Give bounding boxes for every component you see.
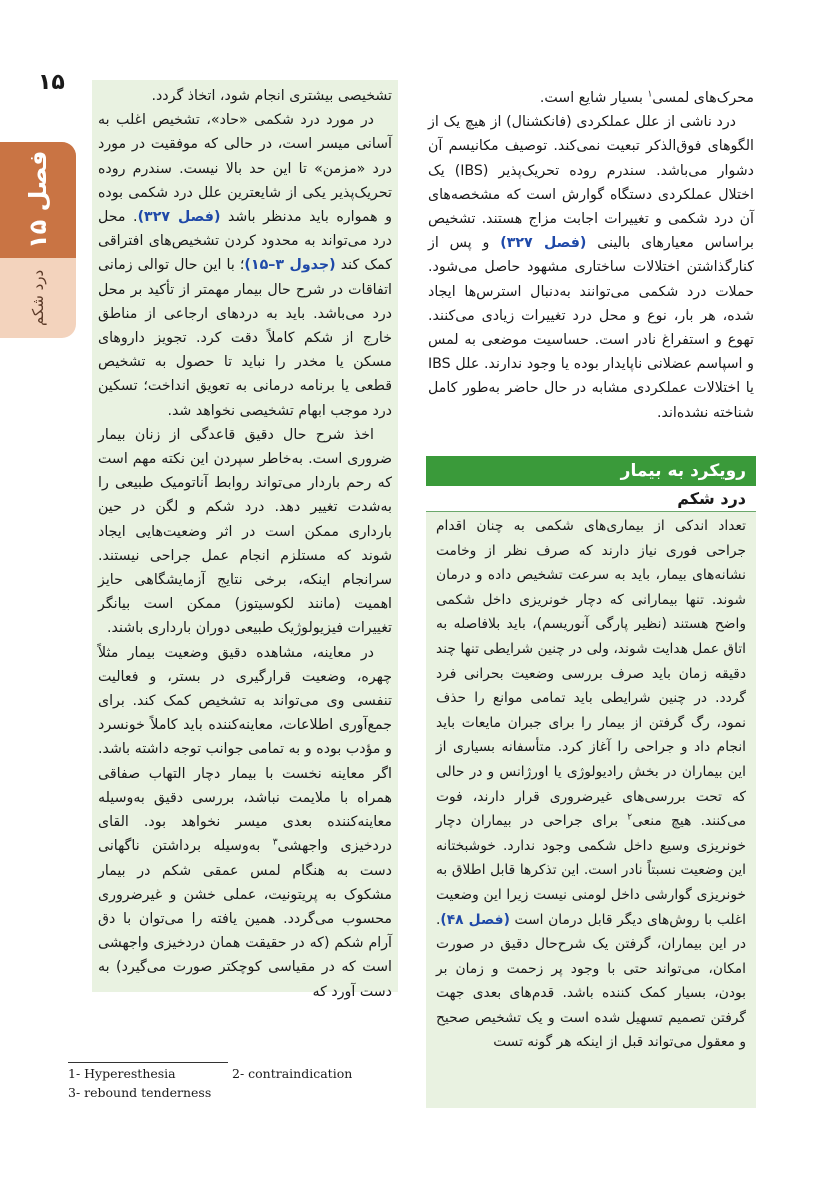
table-reference-link[interactable]: (جدول ۳–۱۵) <box>244 257 336 274</box>
footnote-marker: ۲ <box>627 812 633 823</box>
chapter-title: فصل ۱۵ <box>24 150 52 250</box>
paragraph <box>98 423 392 641</box>
footnote-marker: ۱ <box>647 89 653 100</box>
footnote-divider <box>68 1062 228 1063</box>
text-run: برای جراحی در بیماران دچار خونریزی وسیع داخل شکمی وجود ندارد. خوشبختانه این وضعیت نسبتاً نادر است. این تذکرها قابل اطلاق به خونریزی گوارشی داخل لومنی نیست زیرا این وضعیت اغلب با روش‌های دیگر قابل درمان است <box>436 813 746 928</box>
approach-box-subheader: درد شکم <box>426 486 756 512</box>
text-run: درد ناشی از علل عملکردی (فانکشنال) از هیچ یک از الگوهای فوق‌الذکر تبعیت نمی‌کند. توصیف مکانیسم آن دشوار می‌باشد. سندرم روده تحریک‌پذیر (IBS) یک اختلال عملکردی دستگاه گوارش است که مشخصه‌های آن درد شکمی و تغییرات اجابت مزاج هستند. تشخیص براساس معیارهای بالینی <box>428 114 754 252</box>
left-column <box>98 84 392 1004</box>
paragraph <box>436 514 746 1055</box>
paragraph <box>98 108 392 423</box>
text-run: بسیار شایع است. <box>539 90 648 106</box>
paragraph <box>428 86 754 110</box>
text-run: در مورد درد شکمی «حاد»، تشخیص اغلب به آسانی میسر است، در حالی که موفقیت در مورد درد «مزمن» تا این حد بالا نیست. سندرم روده تحریک‌پذیر یکی از شایعترین علل درد شکمی بوده و همواره باید مدنظر باشد <box>98 112 393 226</box>
approach-box-body <box>436 514 746 1055</box>
page-number: ۱۵ <box>38 70 65 95</box>
text-run: به‌وسیله برداشتن ناگهانی دست به هنگام لمس عمقی شکم در بیمار مشکوک به پریتونیت، عملی خشن و غیرضروری محسوب می‌گردد. همین یافته را می‌توان با دق آرام شکم (که در حقیقت همان دردخیزی واجهشی است که در مقیاسی کوچکتر صورت می‌گیرد) به دست آورد که <box>98 838 392 1000</box>
footnote-marker: ۳ <box>272 837 278 848</box>
right-column <box>428 86 754 425</box>
text-run: ؛ با این حال توالی زمانی اتفاقات در شرح حال بیمار مهمتر از تأکید بر محل درد می‌باشد. باید به دردهای ارجاعی از مناطق خارج از شکم کاملاً دقت کرد. تجویز داروهای مسکن یا مخدر را نباید تا حصول به تشخیص قطعی یا برنامه درمانی به تعویق انداخت؛ تسکین درد موجب ابهام تشخیصی نخواهد شد. <box>98 257 392 419</box>
text-run: و پس از کنارگذاشتن اختلالات ساختاری مشهود حاصل می‌شود. حملات درد شکمی می‌توانند به‌دنبال استرس‌ها ایجاد شده، هر بار، نوع و محل درد تغییرات زیادی می‌کنند. تهوع و استفراغ نادر است. حساسیت موضعی به لمس و اسپاسم عضلانی ناپایدار بوده یا وجود ندارند. علل IBS یا اختلالات عملکردی مشابه در حال حاضر به‌طور کامل شناخته نشده‌اند. <box>428 235 754 421</box>
text-run: . محل درد می‌تواند به محدود کردن تشخیص‌های افتراقی کمک کند <box>98 209 392 274</box>
approach-box-header: رویکرد به بیمار <box>426 456 756 486</box>
footnote-1: 1- Hyperesthesia <box>68 1066 176 1081</box>
text-run: تعداد اندکی از بیماری‌های شکمی به چنان اقدام جراحی فوری نیاز دارند که صرف نظر از وخامت نشانه‌های بیمار، باید به سرعت تشخیص داده و درمان شوند. تنها بیمارانی که دچار خونریزی داخل شکمی واضح هستند (نظیر پارگی آنوریسم)، باید بلافاصله به اتاق عمل هدایت شوند، ولی در چنین شرایطی تنها چند دقیقه زمان باید صرف بررسی وضعیت بحرانی فرد گردد. در چنین شرایطی باید تمامی موانع را حذف نمود، رگ گرفتن از بیمار را برای جبران مایعات باید انجام داد و جراحی را آغاز کرد. متأسفانه بسیاری از این بیماران در بخش رادیولوژی یا اورژانس و در حالی که تحت بررسی‌های غیرضروری قرار دارند، فوت می‌کنند. هیچ منعی <box>436 518 746 830</box>
chapter-reference-link[interactable]: (فصل ۳۲۷) <box>137 209 221 226</box>
text-run: محرک‌های لمسی <box>652 90 754 106</box>
text-run: . در این بیماران، گرفتن یک شرح‌حال دقیق در صورت امکان، می‌تواند حتی با وجود پر زحمت و زمان بر بودن، بسیار کمک کننده باشد. قدم‌های بعدی جهت گرفتن تصمیم تسهیل شده است و یک تشخیص صحیح و معقول می‌تواند قبل از اینکه هر گونه تست <box>436 911 746 1051</box>
footnote-3: 3- rebound tenderness <box>68 1085 212 1100</box>
paragraph <box>98 641 392 1004</box>
text-run: در معاینه، مشاهده دقیق وضعیت بیمار مثلاً چهره، وضعیت قرارگیری در بستر، و فعالیت تنفسی وی می‌تواند به تشخیص کمک کند. برای جمع‌آوری اطلاعات، معاینه‌کننده باید کاملاً خونسرد و مؤدب بوده و به تمامی جوانب توجه داشته باشد. اگر معاینه نخست با بیمار دچار التهاب صفاقی همراه با ملایمت نباشد، بررسی دقیق به‌وسیله معاینه‌کننده بعدی میسر نخواهد بود. القای دردخیزی واجهشی <box>98 644 392 855</box>
text-run: اخذ شرح حال دقیق قاعدگی از زنان بیمار ضروری است. به‌خاطر سپردن این نکته مهم است که رحم باردار می‌تواند روابط آناتومیک طبیعی را به‌شدت تغییر دهد. درد شکم و لگن در حین بارداری ممکن است در اثر وضعیت‌هایی ایجاد شوند که مستلزم انجام عمل جراحی نیستند. سرانجام اینکه، برخی نتایج آزمایشگاهی حایز اهمیت (مانند لکوسیتوز) ممکن است بیانگر تغییرات فیزیولوژیک طبیعی دوران بارداری باشند. <box>98 426 392 637</box>
text-run: تشخیصی بیشتری انجام شود، اتخاذ گردد. <box>151 88 392 104</box>
paragraph <box>428 110 754 425</box>
paragraph <box>98 84 392 108</box>
chapter-subtitle: درد شکم <box>29 269 47 327</box>
footnote-2: 2- contraindication <box>232 1066 353 1081</box>
chapter-reference-link[interactable]: (فصل ۴۸) <box>440 911 510 928</box>
chapter-reference-link[interactable]: (فصل ۳۲۷) <box>500 235 587 252</box>
chapter-tab <box>0 142 76 338</box>
